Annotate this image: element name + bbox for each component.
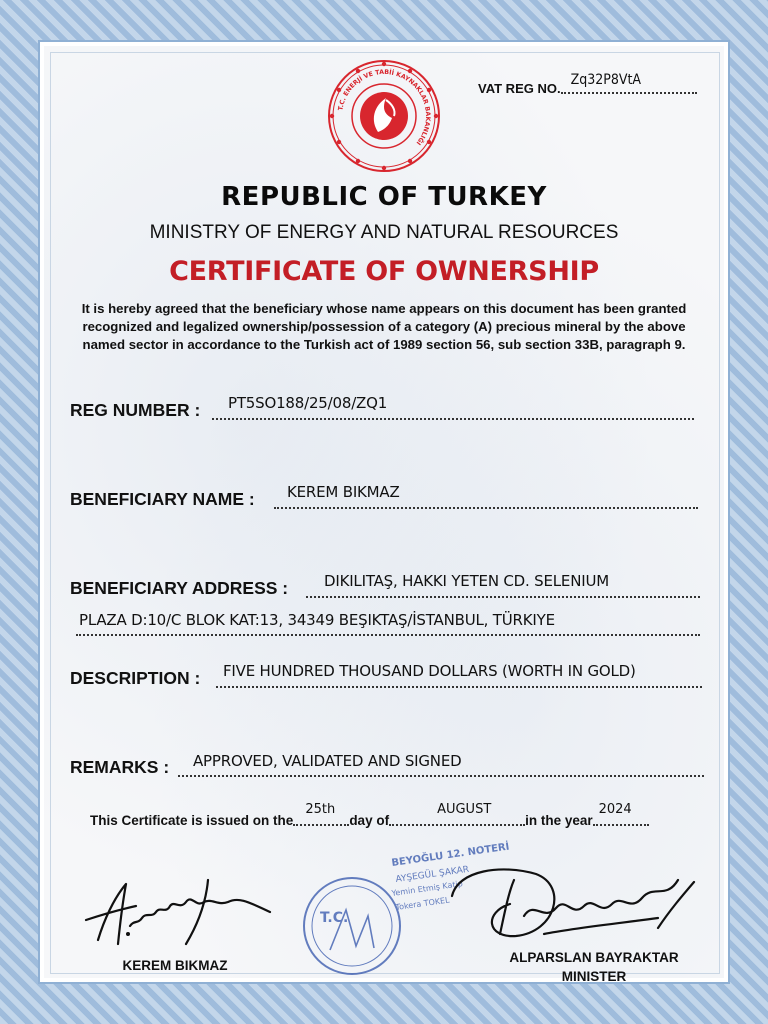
beneficiary-name-label: BENEFICIARY NAME : [70, 489, 255, 509]
ministry-title: MINISTRY OF ENERGY AND NATURAL RESOURCES [149, 222, 619, 243]
issued-text-1: This Certificate is issued on the [90, 813, 294, 828]
stamp-line2: AYŞEGÜL ŞAKAR [395, 864, 470, 885]
stamp-line3: Yemin Etmiş Katip [391, 879, 464, 898]
reg-number-value: PT5SO188/25/08/ZQ1 [228, 394, 388, 412]
beneficiary-address-label: BENEFICIARY ADDRESS : [70, 578, 289, 598]
signatory-right-title: MINISTER [561, 969, 627, 984]
issued-year-line [593, 802, 649, 826]
remarks-value: APPROVED, VALIDATED AND SIGNED [193, 752, 462, 770]
beneficiary-address-value-line1: DIKILITAŞ, HAKKI YETEN CD. SELENIUM [324, 572, 609, 590]
country-title: REPUBLIC OF TURKEY [221, 182, 547, 212]
beneficiary-address-line2 [76, 631, 700, 636]
vat-line [561, 72, 697, 94]
issued-text-2: day of [349, 813, 390, 828]
issued-day: 25th [305, 802, 336, 817]
beneficiary-address-value-line2: PLAZA D:10/C BLOK KAT:13, 34349 BEŞIKTAŞ/İSTANBUL, TÜRKIYE [79, 611, 555, 629]
vat-value: Zq32P8VtA [570, 72, 641, 88]
beneficiary-name-line [274, 504, 698, 509]
reg-number-line [212, 415, 694, 420]
beneficiary-address-line1 [306, 593, 700, 598]
stamp-line4: Tokera TOKEL [395, 895, 451, 912]
issued-month: AUGUST [437, 802, 492, 817]
seal-ring-text: T.C. ENERJİ VE TABİİ KAYNAKLAR BAKANLIĞI [337, 68, 432, 147]
signature-left-icon [78, 862, 288, 954]
description-value: FIVE HUNDRED THOUSAND DOLLARS (WORTH IN GOLD) [223, 662, 636, 680]
stamp-seal-text: T.C. [320, 910, 349, 926]
remarks-line [178, 772, 704, 777]
beneficiary-name-value: KEREM BIKMAZ [287, 483, 400, 501]
certificate-title: CERTIFICATE OF OWNERSHIP [169, 256, 599, 287]
signatory-left-name: KEREM BIKMAZ [122, 958, 228, 973]
signatory-right [494, 948, 694, 986]
vat-reg [478, 72, 697, 96]
ministry-seal-icon [326, 58, 442, 174]
signature-right-icon [444, 856, 700, 946]
issued-year: 2024 [598, 802, 632, 817]
description-label: DESCRIPTION : [70, 668, 201, 688]
intro-paragraph: It is hereby agreed that the beneficiary whose name appears on this document has been granted recognized and legalized ownership/possession of a category (A) precious mineral by the above named sector in accordance to the Turkish act of 1989 section 56, sub section 33B, paragraph 9. [81, 301, 687, 352]
signatory-right-name: ALPARSLAN BAYRAKTAR [509, 950, 679, 965]
vat-label: VAT REG NO. [478, 81, 561, 96]
stamp-line1: BEYOĞLU 12. NOTERİ [390, 841, 511, 869]
issued-statement [90, 802, 649, 828]
reg-number-label: REG NUMBER : [70, 400, 201, 420]
issued-text-3: in the year [525, 813, 593, 828]
issued-month-line [389, 802, 525, 826]
issued-day-line [293, 802, 349, 826]
remarks-label: REMARKS : [70, 757, 170, 777]
description-line [216, 683, 702, 688]
